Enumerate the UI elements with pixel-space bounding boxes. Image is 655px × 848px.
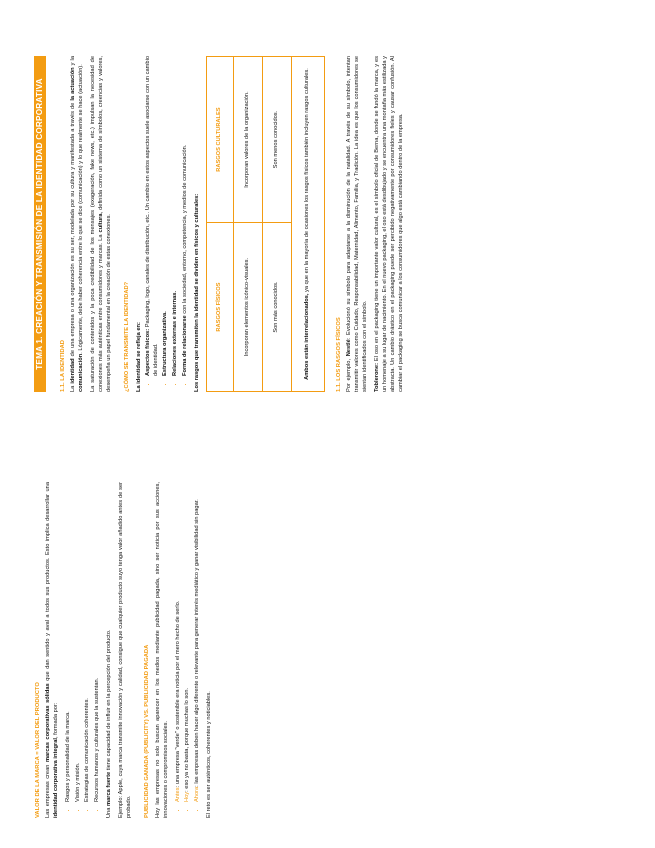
paragraph-example: Ejemplo: Apple, cuya marca transmite innovación y calidad, consigue que cualquier producto suyo tenga valor añadido antes de ser probado. [118, 482, 133, 818]
section-title-brand-value: VALOR DE LA MARCA = VALOR DEL PRODUCTO [35, 682, 41, 818]
left-page [34, 482, 624, 818]
paragraph: Toblerone: El oso en el packaging tiene un importante valor cultural, es el símbolo oficial de Berna, donde se fundó la marca, y es un homenaje a su lugar de nacimiento. En el nuevo packaging, el oso está desdibujado y se encuentra una montaña más estilizada y abstracta. Un cambio drástico en el packaging puede ser percibido negativamente por consumidores fieles y causar confusión. Al cambiar el packaging se busca comunicar a los consumidores que algo está cambiando dentro de la empresa. [374, 56, 405, 392]
section-title-identity: 1.1. LA IDENTIDAD [60, 340, 66, 392]
section-title-publicity: PUBLICIDAD GANADA (PUBLICITY) VS. PUBLICIDAD PAGADA [144, 644, 151, 818]
table-cell-merged: Ambos están interrelacionados, ya que en la mayoría de ocasiones los rasgos físicos también incluyen rasgos culturales. [291, 57, 324, 392]
list-item: • Rasgos y personalidad de la marca. [64, 482, 72, 802]
table-cell: Son menos conocidos. [262, 57, 291, 223]
list-item: • Aspectos físicos: Packaging, logo, canales de distribución, etc.. Un cambio en estos aspectos suele asociarse con un cambio de identidad. [144, 56, 160, 376]
list-item: • Recursos humanos y culturales que la sustentan. [93, 482, 101, 802]
list-item: • Hoy: eso ya no basta, porque muchas lo son. [183, 482, 191, 802]
transmission-list [144, 56, 189, 392]
identity-list [64, 482, 101, 818]
paragraph: La saturación de contenidos y la poca credibilidad de los mensajes (exageración, fake news, etc.) impulsan la necesidad de conexiones más auténticas entre consumidores y marcas. La cultura, definida como un sistema de símbolos, creencias y valores, desempeña un papel fundamental en la creación de estas conexiones. [90, 56, 113, 392]
list-item: • Antes: una empresa "verde" o sostenible era noticia por el mero hecho de serlo. [174, 482, 182, 802]
paragraph: Una marca fuerte tiene capacidad de influir en la percepción del producto. [106, 629, 113, 818]
list-item: • Estrategias de comunicación coherentes. [83, 482, 91, 802]
table-header-physical: RASGOS FÍSICOS [206, 223, 233, 392]
paragraph: Hoy las empresas no solo buscan aparecer en los medios mediante publicidad pagada, sino ser noticia por sus acciones, innovaciones o compromisos sociales. [154, 482, 169, 818]
table-lead: Los rasgos que transmiten la identidad se dividen en físicos y culturales: [193, 193, 200, 392]
paragraph: La identidad de una empresa o una organización es su ser, modelada por su cultura y manifestada a través de la actuación y la comunicación. Lógicamente, debe haber coherencia entre lo que se dice (comunicación) y lo que realmente se hace (actuación). [70, 56, 85, 392]
right-page [34, 56, 624, 392]
list-item: • Forma de relacionarse con la sociedad, entorno, competencia, y medios de comunicación. [181, 56, 189, 376]
subsection-title-transmission: ¿CÓMO SE TRANSMITE LA IDENTIDAD? [123, 281, 130, 392]
table-cell: Incorporan elementos icónico-visuales. [233, 223, 262, 392]
table-row [233, 57, 262, 392]
table-row [291, 57, 324, 392]
paragraph-closing: El reto es ser auténticos, coherentes y noticiables. [206, 691, 212, 818]
section-title-physical-traits: 1.1. LOS RASGOS FÍSICOS [335, 317, 342, 392]
list-item: • Relaciones externas e internas. [171, 56, 179, 376]
list-item: • Visión y misión. [74, 482, 82, 802]
table-cell: Son más conocidos. [262, 223, 291, 392]
table-header-row [206, 57, 233, 392]
paragraph: Las empresas crean marcas corporativas sólidas que dan sentido y aval a todos sus productos. Esto implica desarrollar una identidad corporativa integral, formada por: [45, 481, 60, 818]
list-item: • Ahora: las empresas deben hacer algo diferente o relevante para generar interés mediático y ganar visibilidad sin pagar. [193, 482, 201, 802]
table-header-cultural: RASGOS CULTURALES [206, 57, 233, 223]
table-row [262, 57, 291, 392]
paragraph: Por ejemplo, Nestlé: Evolucionó su símbolo para adaptarse a la disminución de la natalidad. A través de su símbolo, intentan transmitir valores como Cuidado, Responsabilidad, Maternidad, Alimento, Familia, y Tradición. La idea es que los consumidores se sientan identificados con el símbolo. [345, 56, 369, 392]
list-intro: La identidad se refleja en: [135, 322, 142, 392]
traits-table [206, 56, 325, 392]
list-item: • Estructura organizativa. [161, 56, 169, 376]
table-cell: Incorporan valores de la organización. [233, 57, 262, 223]
chapter-header: TEMA 1. CREACIÓN Y TRANSMISIÓN DE LA IDENTIDAD CORPORATIVA [34, 56, 46, 392]
publicity-list [174, 482, 201, 818]
